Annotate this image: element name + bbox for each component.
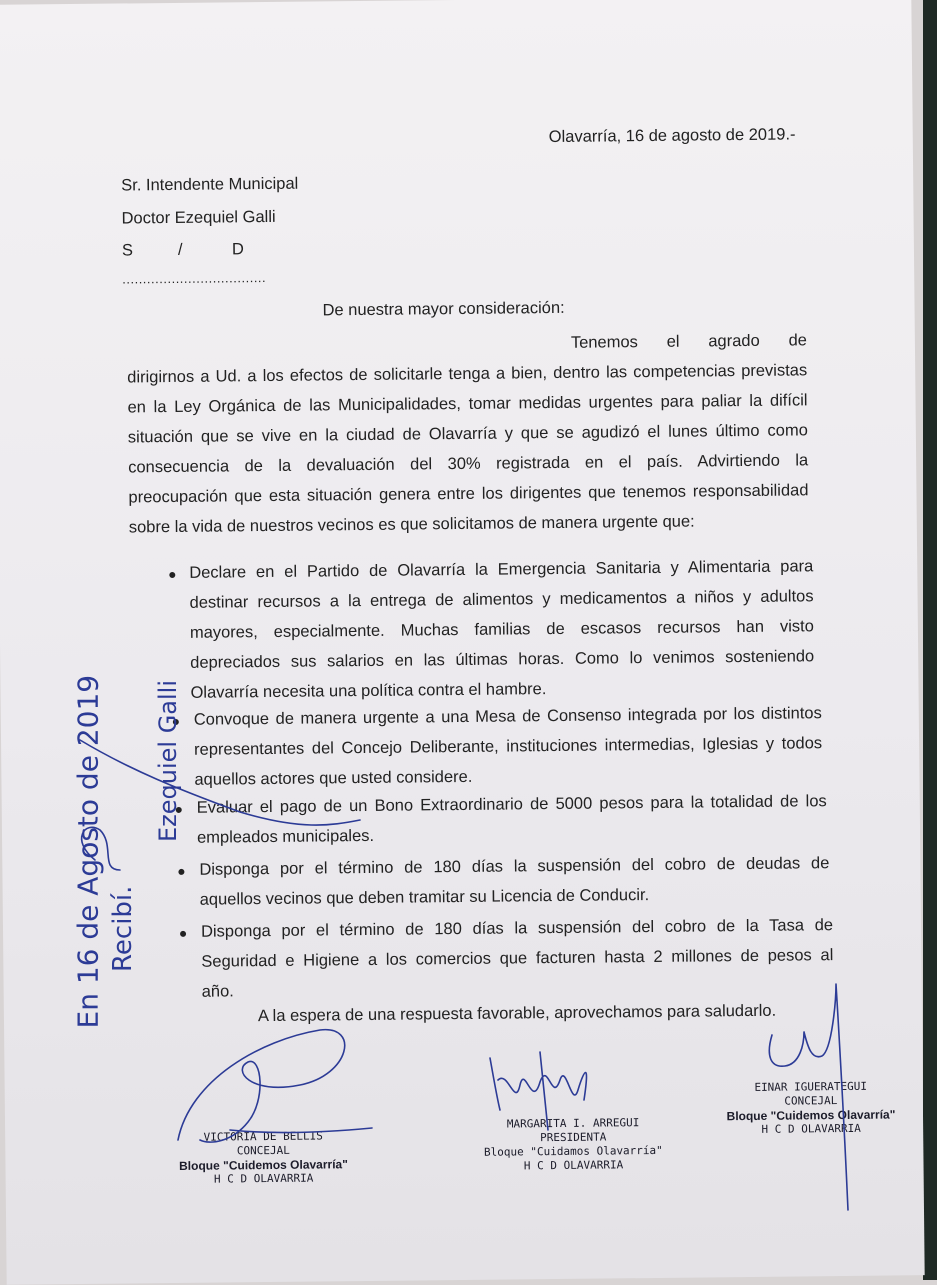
stamp-bloque: Bloque "Cuidemos Olavarría" bbox=[179, 1157, 348, 1173]
greeting: De nuestra mayor consideración: bbox=[322, 298, 565, 320]
body-line-1: Tenemos el agrado de bbox=[570, 331, 807, 352]
bullet-3-line-2: empleados municipales. bbox=[196, 826, 375, 847]
sd-s: S bbox=[121, 241, 134, 260]
handwritten-received-name: Ezequiel Galli bbox=[154, 679, 182, 842]
stamp-hcd: H C D OLAVARRIA bbox=[523, 1158, 624, 1173]
receipt-loop bbox=[82, 827, 120, 870]
body-line-2: dirigirnos a Ud. a los efectos de solicitarle tenga a bien, dentro las competencias previstas bbox=[127, 361, 808, 387]
receipt-scribble bbox=[80, 740, 360, 825]
body-line-3: en la Ley Orgánica de las Municipalidades, tomar medidas urgentes para paliar la difícil bbox=[127, 391, 808, 417]
place-date: Olavarría, 16 de agosto de 2019.- bbox=[548, 125, 796, 147]
body-line-6: preocupación que esta situación genera entre los dirigentes que tenemos responsabilidad bbox=[128, 481, 809, 507]
stamp-bloque: Bloque "Cuidemos Olavarría" bbox=[726, 1107, 896, 1124]
closing-line: A la espera de una respuesta favorable, aprovechamos para saludarlo. bbox=[257, 1001, 777, 1026]
signature-arregui bbox=[490, 1052, 586, 1130]
bullet-4-line-2: aquellos vecinos que deben tramitar su Licencia de Conducir. bbox=[199, 886, 650, 909]
bullet-2-line-1: Convoque de manera urgente a una Mesa de Consenso integrada por los distintos bbox=[193, 704, 822, 729]
recipient-line-1: Sr. Intendente Municipal bbox=[121, 174, 299, 195]
stamp-name: MARGARITA I. ARREGUI bbox=[506, 1116, 640, 1131]
body-line-4: situación que se vive en la ciudad de Olavarría y que se agudizó el lunes último como bbox=[127, 421, 808, 447]
bullet-1-line-3: mayores, especialmente. Muchas familias de escasos recursos han visto bbox=[189, 617, 814, 642]
bullet-1-line-1: Declare en el Partido de Olavarría la Emergencia Sanitaria y Alimentaria para bbox=[189, 557, 814, 582]
stamp-role: CONCEJAL bbox=[784, 1094, 838, 1108]
body-line-5: consecuencia de la devaluación del 30% registrada en el país. Advirtiendo la bbox=[128, 451, 809, 477]
bullet-3-line-1: Evaluar el pago de un Bono Extraordinario de 5000 pesos para la totalidad de los bbox=[196, 792, 827, 817]
stamp-role: CONCEJAL bbox=[236, 1143, 290, 1158]
body-line-7: sobre la vida de nuestros vecinos es que solicitamos de manera urgente que: bbox=[128, 512, 695, 537]
bullet-5-line-2: Seguridad e Higiene a los comercios que facturen hasta 2 millones de pesos al bbox=[201, 946, 834, 971]
sd-d: D bbox=[231, 240, 244, 259]
handwritten-received-label: Recibí. bbox=[108, 885, 138, 972]
signature-iguerategui bbox=[769, 984, 848, 1210]
recipient-line-2: Doctor Ezequiel Galli bbox=[121, 207, 276, 228]
stamp-bloque: Bloque "Cuidamos Olavarría" bbox=[483, 1143, 663, 1159]
bullet-1-line-2: destinar recursos a la entrega de alimentos y medicamentos a niños y adultos bbox=[189, 587, 814, 612]
stamp-name: EINAR IGUERATEGUI bbox=[754, 1079, 868, 1094]
sd-slash: / bbox=[177, 240, 183, 259]
handwritten-receipt-date: En 16 de Agosto de 2019 bbox=[71, 674, 105, 1029]
stamp-role: PRESIDENTA bbox=[540, 1130, 607, 1145]
stamp-name: VICTORIA DE BELLIS bbox=[203, 1129, 323, 1144]
bullet-2-line-3: aquellos actores que usted considere. bbox=[194, 767, 473, 789]
stamp-hcd: H C D OLAVARRIA bbox=[213, 1171, 314, 1186]
signature-de-bellis bbox=[178, 1030, 372, 1142]
stamp-hcd: H C D OLAVARRIA bbox=[761, 1121, 861, 1136]
bullet-4-line-1: Disponga por el término de 180 días la suspensión del cobro de deudas de bbox=[199, 854, 830, 879]
bullet-1-line-5: Olavarría necesita una política contra el hambre. bbox=[190, 680, 547, 702]
bullet-1-line-4: depreciados sus salarios en las últimas horas. Como lo venimos sosteniendo bbox=[190, 647, 815, 672]
bullet-5-line-3: año. bbox=[201, 982, 234, 1001]
bullet-2-line-2: representantes del Concejo Deliberante, instituciones intermedias, Iglesias y todos bbox=[194, 734, 823, 759]
bullet-5-line-1: Disponga por el término de 180 días la suspensión del cobro de la Tasa de bbox=[200, 916, 834, 941]
dotted-line: ................................... bbox=[122, 270, 267, 287]
